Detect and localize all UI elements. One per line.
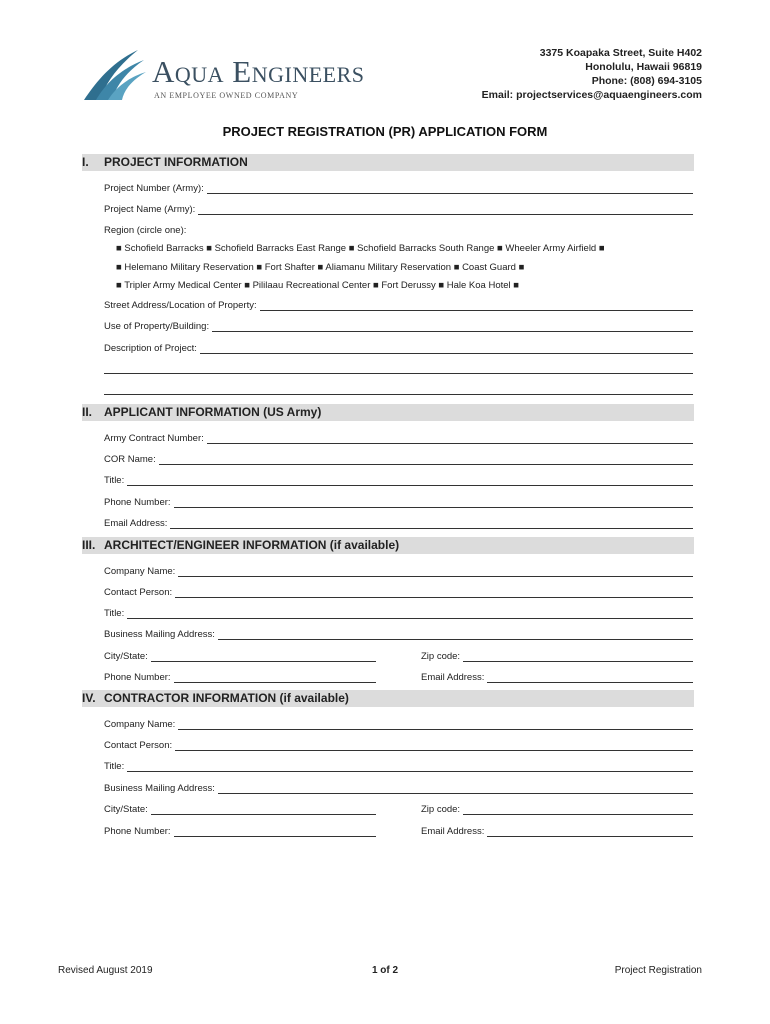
use-of-property-label: Use of Property/Building: xyxy=(104,321,210,332)
wave-logo-icon xyxy=(82,48,148,104)
section-title: ARCHITECT/ENGINEER INFORMATION (if available) xyxy=(104,538,400,552)
contractor-zip-code-field[interactable] xyxy=(463,803,693,815)
army-contract-number-field[interactable] xyxy=(207,432,693,444)
contractor-email-field[interactable] xyxy=(487,825,693,837)
footer-page-number: 1 of 2 xyxy=(371,965,399,976)
ae-zip-code-label: Zip code: xyxy=(421,651,461,662)
region-label-row xyxy=(104,222,693,236)
footer-document-name: Project Registration xyxy=(614,965,702,976)
ae-phone-field[interactable] xyxy=(174,671,376,683)
ae-contact-person-label: Contact Person: xyxy=(104,587,173,598)
company-name: Aqua Engineers xyxy=(152,54,365,89)
ae-contact-person-row xyxy=(104,584,693,598)
contractor-title-row xyxy=(104,758,693,772)
description-row xyxy=(104,340,693,354)
contractor-city-state-field[interactable] xyxy=(151,803,376,815)
contractor-phone-label: Phone Number: xyxy=(104,826,171,837)
ae-phone-row xyxy=(104,669,376,683)
region-options-line-2[interactable]: ■ Helemano Military Reservation ■ Fort Shafter ■ Aliamanu Military Reservation ■ Coast Guard ■ xyxy=(116,262,525,273)
contractor-contact-person-label: Contact Person: xyxy=(104,740,173,751)
contractor-mailing-address-label: Business Mailing Address: xyxy=(104,783,215,794)
applicant-email-label: Email Address: xyxy=(104,518,168,529)
region-options-line-3[interactable]: ■ Tripler Army Medical Center ■ Pililaau Recreational Center ■ Fort Derussy ■ Hale Koa Hotel ■ xyxy=(116,280,520,291)
contractor-zip-code-row xyxy=(421,801,693,815)
contractor-city-state-row xyxy=(104,801,376,815)
contractor-mailing-address-row xyxy=(104,780,693,794)
project-number-field[interactable] xyxy=(207,182,693,194)
company-email: Email: projectservices@aquaengineers.com xyxy=(481,89,702,101)
applicant-title-row xyxy=(104,472,693,486)
contractor-phone-field[interactable] xyxy=(174,825,376,837)
project-name-label: Project Name (Army): xyxy=(104,204,196,215)
description-field[interactable] xyxy=(200,342,693,354)
address-line-1: 3375 Koapaka Street, Suite H402 xyxy=(539,47,702,59)
contractor-company-name-label: Company Name: xyxy=(104,719,176,730)
contractor-company-name-row xyxy=(104,716,693,730)
use-of-property-field[interactable] xyxy=(212,320,693,332)
applicant-title-field[interactable] xyxy=(127,474,693,486)
form-title: PROJECT REGISTRATION (PR) APPLICATION FORM xyxy=(222,124,548,139)
applicant-email-row xyxy=(104,515,693,529)
section-contractor-information xyxy=(82,690,694,707)
contractor-company-name-field[interactable] xyxy=(178,718,693,730)
ae-mailing-address-row xyxy=(104,626,693,640)
contractor-city-state-label: City/State: xyxy=(104,804,148,815)
description-label: Description of Project: xyxy=(104,343,197,354)
ae-city-state-row xyxy=(104,648,376,662)
ae-contact-person-field[interactable] xyxy=(175,586,693,598)
project-number-row xyxy=(104,180,693,194)
ae-title-row xyxy=(104,605,693,619)
contractor-zip-code-label: Zip code: xyxy=(421,804,461,815)
section-applicant-information xyxy=(82,404,694,421)
company-address-block xyxy=(482,46,702,102)
applicant-title-label: Title: xyxy=(104,475,125,486)
applicant-phone-row xyxy=(104,494,693,508)
company-tagline: AN EMPLOYEE OWNED COMPANY xyxy=(154,91,299,100)
contractor-title-label: Title: xyxy=(104,761,125,772)
street-address-label: Street Address/Location of Property: xyxy=(104,300,257,311)
section-number: III. xyxy=(82,538,96,552)
ae-email-label: Email Address: xyxy=(421,672,485,683)
section-number: II. xyxy=(82,405,93,419)
ae-title-field[interactable] xyxy=(127,607,693,619)
company-phone: Phone: (808) 694-3105 xyxy=(591,75,702,87)
applicant-phone-field[interactable] xyxy=(174,496,693,508)
contractor-mailing-address-field[interactable] xyxy=(218,782,693,794)
description-extra-line-1[interactable] xyxy=(104,373,693,374)
region-options-line-1[interactable]: ■ Schofield Barracks ■ Schofield Barracks East Range ■ Schofield Barracks South Range ■ Wheeler Army Airfield ■ xyxy=(116,243,605,254)
company-logo xyxy=(82,48,402,108)
section-architect-engineer-information xyxy=(82,537,694,554)
section-number: IV. xyxy=(82,691,96,705)
street-address-field[interactable] xyxy=(260,299,693,311)
section-title: APPLICANT INFORMATION (US Army) xyxy=(104,405,322,419)
ae-email-row xyxy=(421,669,693,683)
contractor-phone-row xyxy=(104,823,376,837)
project-name-field[interactable] xyxy=(198,203,693,215)
section-title: PROJECT INFORMATION xyxy=(104,155,248,169)
ae-title-label: Title: xyxy=(104,608,125,619)
contractor-email-row xyxy=(421,823,693,837)
ae-city-state-field[interactable] xyxy=(151,650,376,662)
use-of-property-row xyxy=(104,318,693,332)
ae-zip-code-field[interactable] xyxy=(463,650,693,662)
project-number-label: Project Number (Army): xyxy=(104,183,204,194)
cor-name-label: COR Name: xyxy=(104,454,156,465)
contractor-contact-person-field[interactable] xyxy=(175,739,693,751)
contractor-contact-person-row xyxy=(104,737,693,751)
region-label: Region (circle one): xyxy=(104,225,187,236)
applicant-phone-label: Phone Number: xyxy=(104,497,171,508)
footer-revised-date: Revised August 2019 xyxy=(58,965,153,976)
ae-mailing-address-field[interactable] xyxy=(218,628,693,640)
address-line-2: Honolulu, Hawaii 96819 xyxy=(585,61,702,73)
ae-company-name-label: Company Name: xyxy=(104,566,176,577)
project-name-row xyxy=(104,201,693,215)
army-contract-number-row xyxy=(104,430,693,444)
section-number: I. xyxy=(82,155,89,169)
street-address-row xyxy=(104,297,693,311)
cor-name-field[interactable] xyxy=(159,453,693,465)
description-extra-line-2[interactable] xyxy=(104,394,693,395)
ae-city-state-label: City/State: xyxy=(104,651,148,662)
ae-mailing-address-label: Business Mailing Address: xyxy=(104,629,215,640)
contractor-title-field[interactable] xyxy=(127,760,693,772)
applicant-email-field[interactable] xyxy=(170,517,693,529)
ae-company-name-row xyxy=(104,563,693,577)
ae-email-field[interactable] xyxy=(487,671,693,683)
section-title: CONTRACTOR INFORMATION (if available) xyxy=(104,691,349,705)
section-project-information xyxy=(82,154,694,171)
ae-phone-label: Phone Number: xyxy=(104,672,171,683)
contractor-email-label: Email Address: xyxy=(421,826,485,837)
ae-company-name-field[interactable] xyxy=(178,565,693,577)
ae-zip-code-row xyxy=(421,648,693,662)
army-contract-number-label: Army Contract Number: xyxy=(104,433,204,444)
cor-name-row xyxy=(104,451,693,465)
